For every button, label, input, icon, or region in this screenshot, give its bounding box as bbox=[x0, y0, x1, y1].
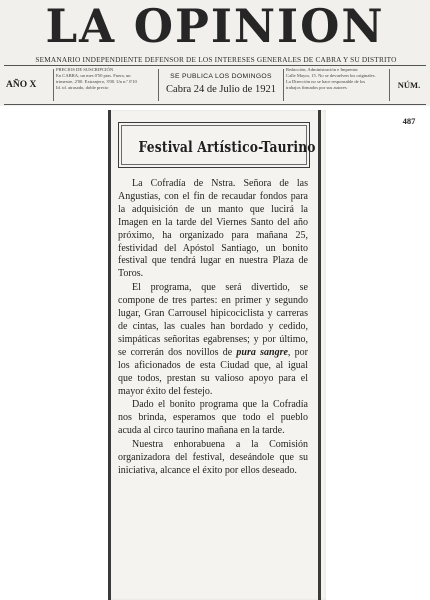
emphasis-pura-sangre: pura sangre bbox=[236, 346, 288, 358]
masthead-rule-top bbox=[4, 65, 426, 66]
editorial-info bbox=[286, 67, 386, 103]
publication-info bbox=[162, 67, 280, 103]
newspaper-title: LA OPINION bbox=[45, 0, 385, 53]
price-line: trimestre, 2'00. Extranjero, 3'00. Un n.º 0'10 bbox=[56, 79, 137, 84]
article-heading: Festival Artístico-Taurino bbox=[138, 138, 316, 156]
divider bbox=[389, 69, 390, 101]
heading-box bbox=[118, 122, 316, 168]
column-border-right bbox=[318, 110, 321, 600]
article-body bbox=[118, 178, 308, 479]
paragraph-2 bbox=[118, 282, 308, 398]
paragraph-3: Dado el bonito programa que la Cofradía nos brinda, esperamos que todo el pueblo acuda al circo taurino mañana en la tarde. bbox=[118, 399, 308, 437]
paragraph-4: Nuestra enhorabuena a la Comisión organizadora del festival, deseándole que su iniciativa, alcance el éxito por ellos deseado. bbox=[118, 439, 308, 476]
masthead bbox=[0, 0, 430, 126]
published-sundays: SE PUBLICA LOS DOMINGOS bbox=[170, 73, 272, 80]
editorial-line: Calle Mayor, 15. No se devuelven los originales. bbox=[286, 73, 376, 78]
divider bbox=[53, 69, 54, 101]
editorial-line: La Dirección no se hace responsable de los bbox=[286, 79, 366, 84]
price-line: PRECIOS DE SUSCRIPCIÓN bbox=[56, 67, 114, 72]
issue-date: Cabra 24 de Julio de 1921 bbox=[166, 84, 276, 95]
divider bbox=[283, 69, 284, 101]
price-line: Id. id. atrasado, doble precio bbox=[56, 85, 109, 90]
subscription-prices bbox=[56, 67, 156, 103]
issue-number: NÚM. 487 bbox=[397, 80, 421, 126]
paragraph-2-end: , por los aficionados de esta Ciudad que, al igual que todos, prestan su valioso apoyo para el mayor éxito del festejo. bbox=[118, 346, 308, 397]
newspaper-subtitle: SEMANARIO INDEPENDIENTE DEFENSOR DE LOS INTERESES GENERALES DE CABRA Y SU DISTRITO bbox=[35, 55, 397, 64]
price-line: En CABRA, un mes 0'50 ptas. Fuera, un bbox=[56, 73, 131, 78]
divider bbox=[158, 69, 159, 101]
year-label: AÑO X bbox=[6, 80, 37, 90]
editorial-line: trabajos firmados por sus autores bbox=[286, 85, 347, 90]
editorial-line: Redacción, Administración e Imprenta: bbox=[286, 67, 359, 72]
heading-box-inner bbox=[121, 125, 316, 165]
column-border-left bbox=[108, 110, 111, 600]
info-row bbox=[4, 67, 426, 126]
paragraph-1: La Cofradía de Nstra. Señora de las Angustias, con el fin de recaudar fondos para la adquisición de un manto que lucirá la Imagen en la tarde del Viernes Santo del año próximo, ha organizado para mañana 25, festividad del Apóstol Santiago, un bonito festival que tendrá lugar en nuestra Plaza de Toros. bbox=[118, 178, 308, 280]
paragraph-2-start: El programa, que será divertido, se compone de tres partes: en primer y segundo lugar, Gran Carrousel hipicociclista y carreras de cintas, las cuales han bordado y cedido, simpáticas señoritas egabrenses; y por último, se correrán dos novillos de bbox=[118, 282, 308, 358]
masthead-rule-bottom bbox=[4, 104, 426, 105]
